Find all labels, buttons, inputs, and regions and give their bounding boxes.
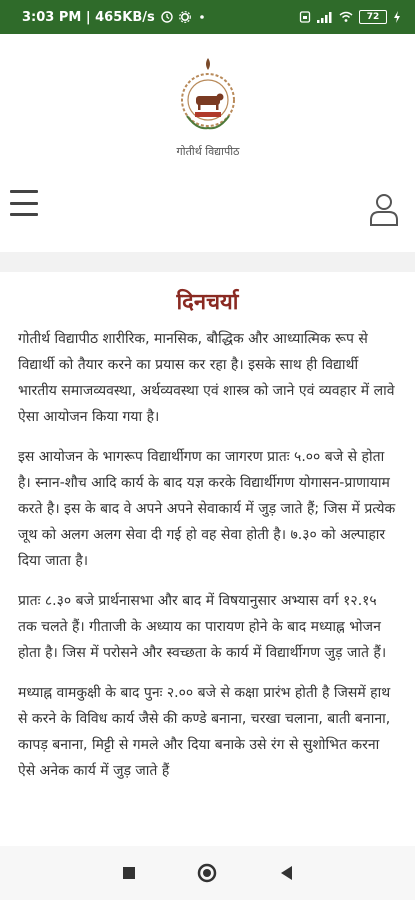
system-nav-bar	[0, 846, 415, 900]
wifi-icon	[339, 11, 353, 23]
recents-square-icon[interactable]	[117, 861, 141, 885]
menu-bar	[10, 190, 38, 193]
status-time-network: 3:03 PM | 465KB/s	[22, 9, 155, 25]
content-paragraph: प्रातः ८.३० बजे प्रार्थनासभा और बाद में विषयानुसार अभ्यास वर्ग १२.१५ तक चलते हैं। गीताजी के अध्याय का पारायण होने के बाद मध्याह्न भोजन होता है। जिस में परोसने और स्वच्छता के कार्य में विद्यार्थीगण जुड़ जाते हैं।	[18, 593, 387, 661]
user-icon-graphic	[368, 192, 400, 226]
status-bar	[0, 0, 415, 34]
hamburger-menu-icon[interactable]	[10, 190, 38, 216]
content-paragraph: गोतीर्थ विद्यापीठ शारीरिक, मानसिक, बौद्धिक और आध्यात्मिक रूप से विद्यार्थी को तैयार करने का प्रयास कर रहा है। इसके साथ ही विद्यार्थी भारतीय समाजव्यवस्था, अर्थव्यवस्था एवं शास्त्र को जाने एवं व्यवहार में लावे ऐसा आयोजन किया गया है।	[18, 331, 395, 425]
menu-bar	[10, 202, 38, 205]
content-paragraph: मध्याह्न वामकुक्षी के बाद पुनः २.०० बजे से कक्षा प्रारंभ होती है जिसमें हाथ से करने के विविध कार्य जैसे की कण्डे बनाना, चरखा चलाना, बाती बनाना, कापड़ बनाना, मिट्टी से गमले और दिया बनाके उसे रंग से सुशोभित करना ऐसे अनेक कार्य में जुड़ जाते हैं	[18, 685, 391, 779]
notification-dot	[197, 11, 207, 23]
sim-icon	[299, 11, 311, 23]
header-divider	[0, 252, 415, 272]
site-header	[0, 34, 415, 252]
home-circle-icon[interactable]	[195, 861, 219, 885]
logo-text: गोतीर्थ विद्यापीठ	[176, 145, 240, 158]
user-icon[interactable]	[368, 192, 400, 226]
content-paragraph: इस आयोजन के भागरूप विद्यार्थीगण का जागरण प्रातः ५.०० बजे से होता है। स्नान-शौच आदि कार्य के बाद यज्ञ करके विद्यार्थीगण योगासन-प्राणायाम करते है। इस के बाद वे अपने अपने सेवाकार्य में जुड़ जाते हैं; जिस में प्रत्येक जूथ को अलग अलग सेवा दी गई हो वह सेवा होती है। ७.३० को अल्पाहार दिया जाता है।	[18, 449, 396, 569]
charging-icon	[393, 11, 401, 23]
back-triangle-icon[interactable]	[274, 861, 298, 885]
clock-icon	[161, 11, 173, 23]
battery-level: 72	[366, 12, 380, 22]
main-content[interactable]	[0, 272, 415, 846]
status-right	[299, 10, 401, 24]
signal-icon	[317, 11, 333, 23]
site-logo[interactable]	[165, 56, 251, 176]
gotirth-emblem-icon	[173, 56, 243, 136]
page-title: दिनचर्या	[176, 290, 239, 315]
status-left	[22, 10, 207, 25]
menu-bar	[10, 213, 38, 216]
settings-icon	[179, 11, 191, 23]
battery-icon	[359, 10, 387, 24]
